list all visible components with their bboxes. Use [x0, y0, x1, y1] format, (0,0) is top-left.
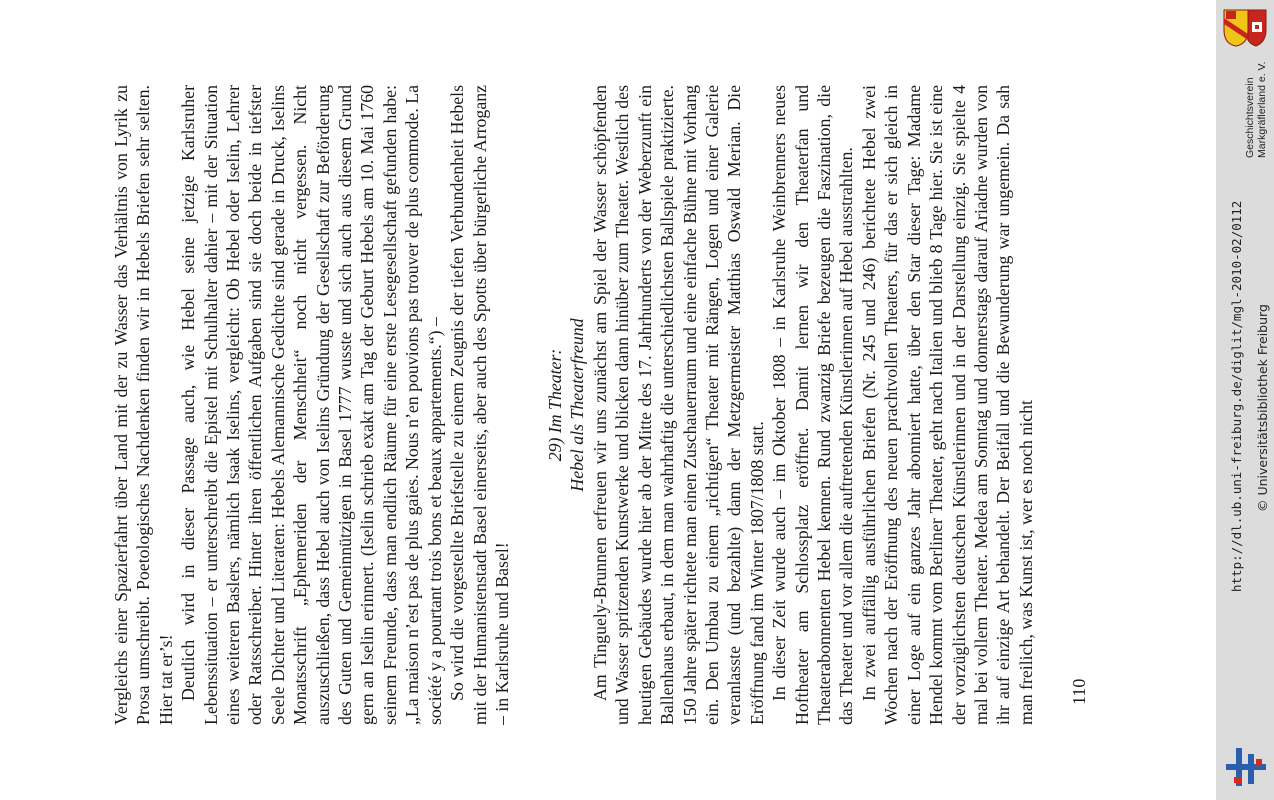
paragraph: In dieser Zeit wurde auch – im Oktober 1808 – in Karlsruhe Weinbrenners neues Hoftheater am Schlossplatz eröffnet. Damit lernen wir den Theaterfan und Theaterabonnenten Hebel kennen. Rund zwanzig Briefe bezeugen die Faszination, die das Theater und vor allem die auftretenden Künstlerinnen auf Hebel ausstrahlten.	[769, 85, 857, 725]
society-name-line-2: Markgräflerland e. V.	[1256, 61, 1268, 158]
paragraph: So wird die vorgestellte Briefstelle zu einem Zeugnis der tiefen Verbundenheit Hebels mit der Humanistenstadt Basel einerseits, aber auch des Spotts über bürgerliche Arroganz – in Karlsruhe und Basel!	[447, 85, 512, 725]
university-library-logo-icon	[1226, 745, 1270, 789]
section-heading-title: Hebel als Theaterfreund	[567, 318, 587, 492]
text-block-bottom	[589, 85, 1037, 725]
society-name-line-1: Geschichtsverein	[1244, 77, 1256, 158]
paragraph: In zwei auffällig ausführlichen Briefen (Nr. 245 und 246) berichtete Hebel zwei Wochen nach der Eröffnung des neuen prachtvollen Theaters, für das er sich gleich in einer Loge auf ein ganzes Jahr abonniert hatte, über den Star dieser Tage: Madame Hendel kommt vom Berliner Theater, geht nach Italien und blieb 8 Tage hier. Sie ist eine der vorzüglichsten deutschen Künstlerinnen und in der Darstellung einzig. Sie spielte 4 mal bei vollem Theater. Medea am Sonntag und donnerstags darauf Ariadne wurden von ihr auf einzige Art behandelt. Der Beifall und die Bewunderung war ungemein. Da sah man freilich, was Kunst ist, wer es noch nicht	[858, 85, 1036, 725]
section-heading-number: 29) Im Theater:	[545, 348, 565, 462]
text-block-top	[110, 85, 513, 725]
paragraph: Deutlich wird in dieser Passage auch, wie Hebel seine jetzige Karlsruher Lebenssituation – er unterschreibt die Epistel mit Schulhalter dahier – mit der Situation eines weiteren Baslers, nämlich Isaak Iselins, vergleicht: Ob Hebel oder Iselin, Lehrer oder Ratsschreiber. Hinter ihren öffentlichen Aufgaben sind sie doch beide in tiefster Seele Dichter und Literaten: Hebels Alemannische Gedichte sind gerade in Druck, Iselins Monatsschrift „Ephemeriden der Menschheit“ noch nicht vergessen. Nicht auszuschließen, dass Hebel auch von Iselins Gründung der Gesellschaft zur Beförderung des Guten und Gemeinnützigen in Basel 1777 wusste und sich auch aus diesem Grund gern an Iselin erinnert. (Iselin schrieb exakt am Tag der Geburt Hebels am 10. Mai 1760 seinem Freunde, dass man endlich Räume für eine erste Lesegesellschaft gefunden habe: „La maison n’est pas de plus gaies. Nous n’en pouvions pas trouver de plus commode. La société y a pourtant trois bons et beaux appartements.“) –	[178, 85, 445, 725]
document-url-link[interactable]: http://dl.ub.uni-freiburg.de/diglit/mgl-2010-02/0112	[1229, 200, 1244, 592]
page-number: 110	[1069, 678, 1089, 705]
copyright-notice: © Universitätsbibliothek Freiburg	[1255, 304, 1270, 512]
crest-icon	[1222, 8, 1268, 48]
rotated-book-page	[96, 75, 1096, 725]
paragraph: Am Tinguely-Brunnen erfreuen wir uns zunächst am Spiel der Wasser schöpfenden und Wasser spritzenden Kunstwerke und blicken dann hinüber zum Theater. Westlich des heutigen Gebäudes wurde hier ab der Mitte des 17. Jahrhunderts von der Weberzunft ein Ballenhaus erbaut, in dem man wahrhaftig die unterschiedlichsten Ballspiele praktizierte. 150 Jahre später richtete man einen Zuschauerraum und eine einfache Bühne mit Vorhang ein. Den Umbau zu einem „richtigen“ Theater mit Rängen, Logen und einer Galerie veranlasste (und bezahlte) dann der Metzgermeister Matthias Oswald Merian. Die Eröffnung fand im Winter 1807/1808 statt.	[590, 85, 767, 725]
paragraph: Vergleichs einer Spazierfahrt über Land mit der zu Wasser das Verhältnis von Lyrik zu Prosa umschreibt. Poetologisches Nachdenken finden wir in Hebels Briefen sehr selten. Hier tat er’s!	[111, 85, 176, 725]
